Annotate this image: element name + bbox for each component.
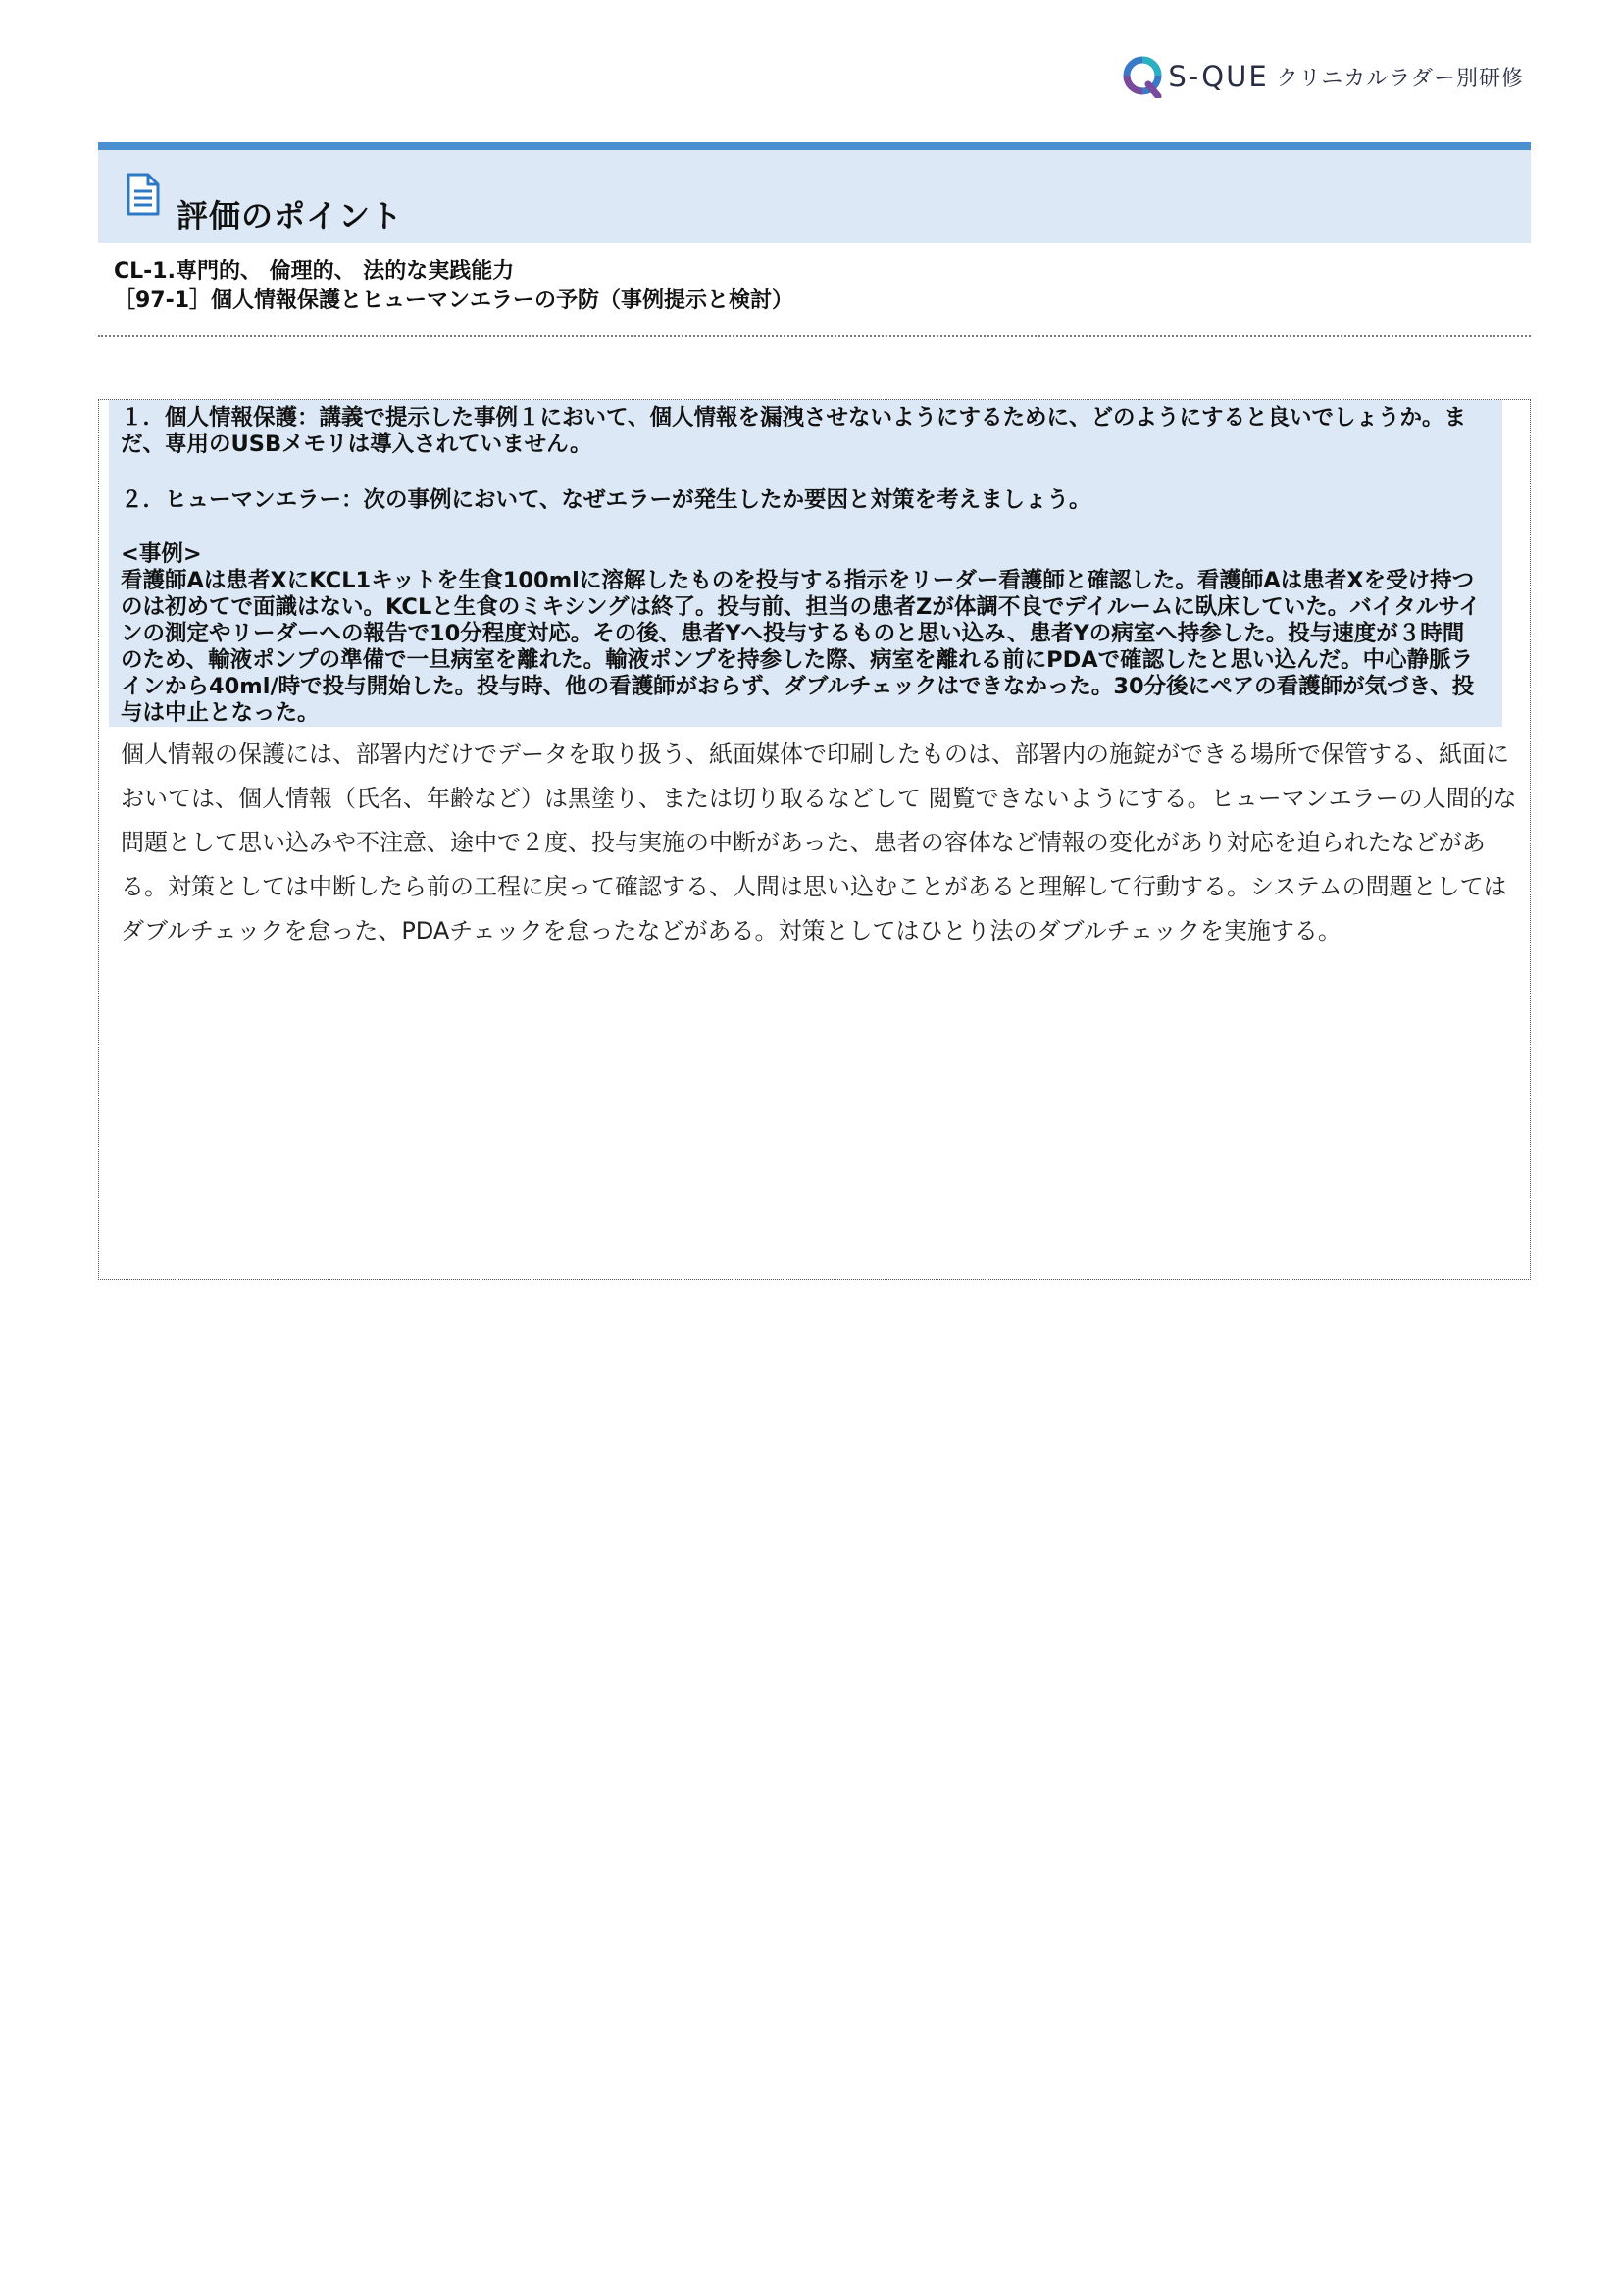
document-icon [126,172,161,217]
case-text: 看護師Aは患者XにKCL1キットを生食100mlに溶解したものを投与する指示をリーダー看護師と確認した。看護師Aは患者Xを受け持つのは初めてで面識はない。KCLと生食のミキシングは終了。投与前、担当の患者Zが体調不良でデイルームに臥床していた。バイタルサインの測定やリーダーへの報告で10分程度対応。その後、患者Yへ投与するものと思い込み、患者Yの病室へ持参した。投与速度が３時間のため、輸液ポンプの準備で一旦病室を離れた。輸液ポンプを持参した際、病室を離れる前にPDAで確認したと思い込んだ。中心静脈ラインから40ml/時で投与開始した。投与時、他の看護師がおらず、ダブルチェックはできなかった。30分後にペアの看護師が気づき、投与は中止となった。 [121,568,1481,726]
brand-subtitle: クリニカルラダー別研修 [1276,66,1524,91]
evaluation-box [98,399,1531,1280]
question-area [109,400,1502,727]
section-title: 評価のポイント [177,197,404,234]
course-category: CL-1.専門的、 倫理的、 法的な実践能力 [114,259,515,283]
answer-text: 個人情報の保護には、部署内だけでデータを取り扱う、紙面媒体で印刷したものは、部署内の施錠ができる場所で保管する、紙面においては、個人情報（氏名、年齢など）は黒塗り、または切り取るなどして 閲覧できないようにする。ヒューマンエラーの人間的な問題として思い込みや不注意、途中で２度、投与実施の中断があった、患者の容体など情報の変化があり対応を迫られたなどがある。対策としては中断したら前の工程に戻って確認する、人間は思い込むことがあると理解して行動する。システムの問題としてはダブルチェックを怠った、PDAチェックを怠ったなどがある。対策としてはひとり法のダブルチェックを実施する。 [121,740,1517,944]
question-1: １．個人情報保護：講義で提示した事例１において、個人情報を漏洩させないようにするために、どのようにすると良いでしょうか。まだ、専用のUSBメモリは導入されていません。 [121,405,1467,457]
case-label: <事例> [121,541,202,567]
section-header [98,142,1531,243]
course-heading [114,257,793,316]
course-title: ［97-1］個人情報保護とヒューマンエラーの予防（事例提示と検討） [114,288,794,313]
brand-logo-icon [1123,55,1164,98]
question-2: ２．ヒューマンエラー：次の事例において、なぜエラーが発生したか要因と対策を考えましょう。 [121,487,1091,513]
brand-logo [1123,51,1524,102]
divider [98,335,1531,337]
brand-name: S-QUE [1168,60,1269,93]
